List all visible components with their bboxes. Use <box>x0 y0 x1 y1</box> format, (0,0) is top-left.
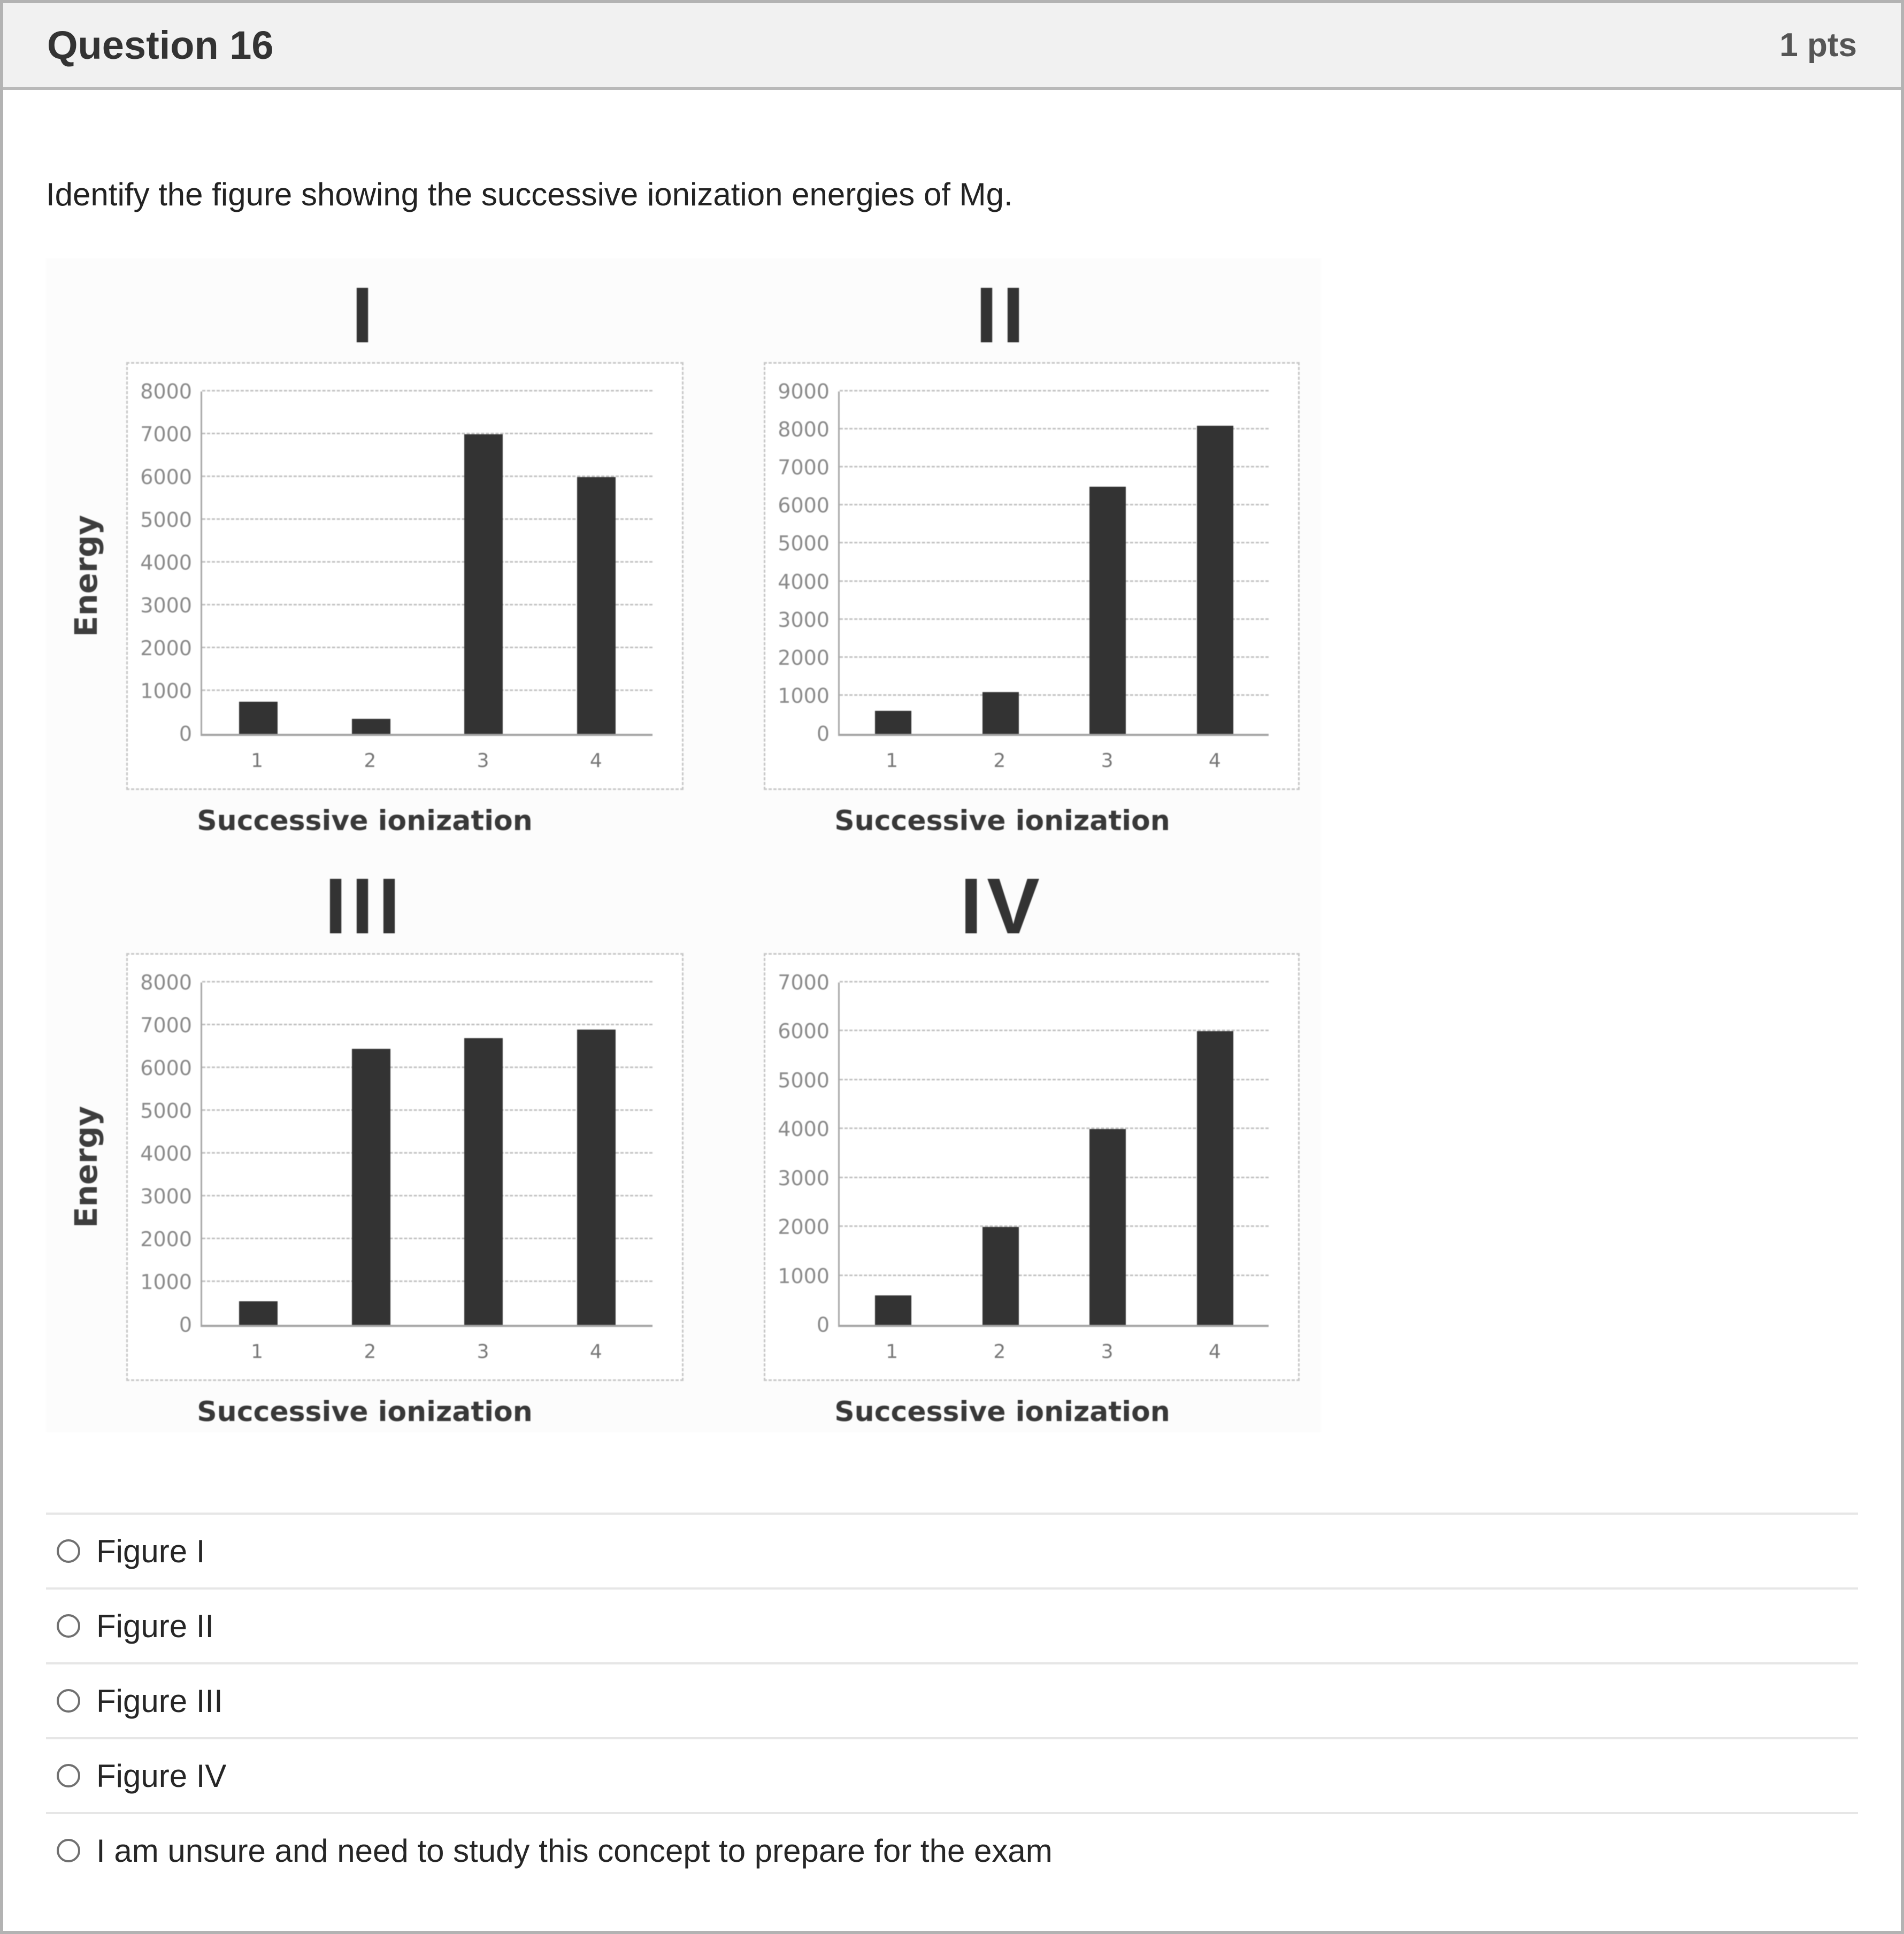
y-axis-ticks <box>137 971 201 1337</box>
x-tick-label: 4 <box>1208 1341 1221 1363</box>
y-tick-label: 4000 <box>778 570 830 594</box>
chart-plot-box <box>126 953 684 1381</box>
x-axis-ticks <box>201 750 652 772</box>
y-tick-label: 4000 <box>140 1142 192 1165</box>
chart-figure-2 <box>684 271 1321 837</box>
bar <box>464 434 503 734</box>
chart-title-numeral: I <box>351 271 378 359</box>
y-tick-label: 4000 <box>140 551 192 574</box>
bar <box>464 1038 503 1325</box>
x-axis-label: Successive ionization <box>834 805 1170 837</box>
bar <box>239 702 278 734</box>
y-tick-label: 3000 <box>140 594 192 617</box>
y-tick-label: 2000 <box>140 636 192 660</box>
x-tick-label: 2 <box>993 1341 1006 1363</box>
y-tick-label: 5000 <box>778 1068 830 1092</box>
y-tick-label: 0 <box>179 722 192 746</box>
plot-area <box>201 983 652 1327</box>
answer-option-label[interactable]: I am unsure and need to study this concept to prepare for the exam <box>96 1832 1053 1869</box>
figure-image <box>46 258 1321 1432</box>
x-tick-label: 3 <box>477 750 489 772</box>
chart-plot-box <box>126 362 684 790</box>
bar <box>1089 487 1126 734</box>
gridline <box>202 981 652 983</box>
radio-button-icon[interactable] <box>57 1539 80 1563</box>
radio-button-icon[interactable] <box>57 1764 80 1787</box>
y-tick-label: 7000 <box>778 456 830 480</box>
answer-option-figure-ii[interactable] <box>46 1587 1858 1662</box>
y-tick-label: 5000 <box>140 1099 192 1123</box>
x-tick-label: 4 <box>589 750 602 772</box>
chart-figure-4 <box>684 862 1321 1428</box>
y-tick-label: 3000 <box>778 1166 830 1190</box>
y-tick-label: 1000 <box>140 679 192 703</box>
points-badge: 1 pts <box>1779 27 1857 64</box>
answer-option-figure-iii[interactable] <box>46 1662 1858 1737</box>
y-tick-label: 1000 <box>778 684 830 708</box>
x-tick-label: 1 <box>886 750 899 772</box>
x-tick-label: 3 <box>1101 750 1114 772</box>
bar <box>982 692 1019 734</box>
answer-option-label[interactable]: Figure IV <box>96 1758 227 1794</box>
x-tick-label: 3 <box>1101 1341 1114 1363</box>
bar <box>1197 1031 1233 1325</box>
radio-button-icon[interactable] <box>57 1839 80 1862</box>
y-tick-label: 3000 <box>140 1185 192 1208</box>
chart-title-numeral: IV <box>960 862 1045 950</box>
y-tick-label: 7000 <box>778 971 830 994</box>
y-tick-label: 5000 <box>778 532 830 556</box>
y-tick-label: 8000 <box>140 971 192 994</box>
y-tick-label: 1000 <box>140 1270 192 1294</box>
bar <box>577 1030 616 1325</box>
gridline <box>202 390 652 392</box>
plot-area <box>838 392 1269 736</box>
y-tick-label: 0 <box>816 1313 830 1337</box>
y-tick-label: 7000 <box>140 423 192 446</box>
y-tick-label: 6000 <box>778 1019 830 1043</box>
answer-option-unsure[interactable] <box>46 1812 1858 1887</box>
chart-plot-box <box>764 953 1300 1381</box>
bar <box>982 1227 1019 1325</box>
x-tick-label: 4 <box>1208 750 1221 772</box>
answer-options <box>46 1513 1858 1887</box>
question-header <box>3 3 1901 90</box>
y-axis-label: Energy <box>68 515 104 638</box>
bar <box>352 719 390 734</box>
bar <box>1089 1129 1126 1325</box>
x-tick-label: 1 <box>251 750 264 772</box>
y-tick-label: 2000 <box>778 646 830 670</box>
bar <box>577 477 616 734</box>
answer-option-label[interactable]: Figure I <box>96 1533 205 1569</box>
bar <box>352 1049 390 1325</box>
x-tick-label: 1 <box>886 1341 899 1363</box>
question-body <box>3 90 1901 1887</box>
answer-option-figure-iv[interactable] <box>46 1737 1858 1812</box>
plot-area <box>838 983 1269 1327</box>
chart-figure-3 <box>46 862 684 1428</box>
chart-title-numeral: II <box>976 271 1029 359</box>
x-axis-ticks <box>838 1341 1269 1363</box>
gridline <box>840 390 1269 392</box>
bar <box>239 1301 278 1325</box>
gridline <box>202 1024 652 1025</box>
radio-button-icon[interactable] <box>57 1689 80 1713</box>
y-tick-label: 8000 <box>778 418 830 442</box>
chart-title-numeral: III <box>325 862 405 950</box>
chart-plot-box <box>764 362 1300 790</box>
y-tick-label: 0 <box>816 722 830 746</box>
x-tick-label: 2 <box>364 1341 377 1363</box>
x-axis-label: Successive ionization <box>834 1396 1170 1428</box>
x-tick-label: 2 <box>364 750 377 772</box>
question-text: Identify the figure showing the successive ionization energies of Mg. <box>46 176 1013 212</box>
question-title: Question 16 <box>47 23 274 67</box>
y-tick-label: 6000 <box>140 465 192 489</box>
x-axis-ticks <box>838 750 1269 772</box>
plot-area <box>201 392 652 736</box>
x-tick-label: 4 <box>589 1341 602 1363</box>
radio-button-icon[interactable] <box>57 1614 80 1638</box>
chart-figure-1 <box>46 271 684 837</box>
y-tick-label: 1000 <box>778 1264 830 1288</box>
y-tick-label: 8000 <box>140 380 192 403</box>
x-axis-ticks <box>201 1341 652 1363</box>
y-axis-ticks <box>775 971 838 1337</box>
y-tick-label: 2000 <box>140 1227 192 1251</box>
y-tick-label: 4000 <box>778 1117 830 1141</box>
answer-option-label[interactable]: Figure III <box>96 1683 223 1719</box>
x-tick-label: 2 <box>993 750 1006 772</box>
y-tick-label: 0 <box>179 1313 192 1337</box>
y-tick-label: 6000 <box>140 1056 192 1080</box>
y-tick-label: 5000 <box>140 508 192 532</box>
y-tick-label: 3000 <box>778 608 830 632</box>
x-axis-label: Successive ionization <box>197 1396 533 1428</box>
answer-option-label[interactable]: Figure II <box>96 1608 214 1644</box>
y-axis-ticks <box>137 380 201 746</box>
y-axis-label: Energy <box>68 1106 104 1229</box>
x-axis-label: Successive ionization <box>197 805 533 837</box>
gridline <box>840 981 1269 983</box>
gridline <box>202 433 652 434</box>
y-tick-label: 2000 <box>778 1215 830 1239</box>
x-tick-label: 3 <box>477 1341 489 1363</box>
y-tick-label: 6000 <box>778 494 830 518</box>
bar <box>875 1295 911 1325</box>
answer-option-figure-i[interactable] <box>46 1513 1858 1587</box>
y-axis-ticks <box>775 380 838 746</box>
y-tick-label: 9000 <box>778 380 830 403</box>
x-tick-label: 1 <box>251 1341 264 1363</box>
bar <box>875 711 911 734</box>
y-tick-label: 7000 <box>140 1014 192 1037</box>
bar <box>1197 426 1233 734</box>
